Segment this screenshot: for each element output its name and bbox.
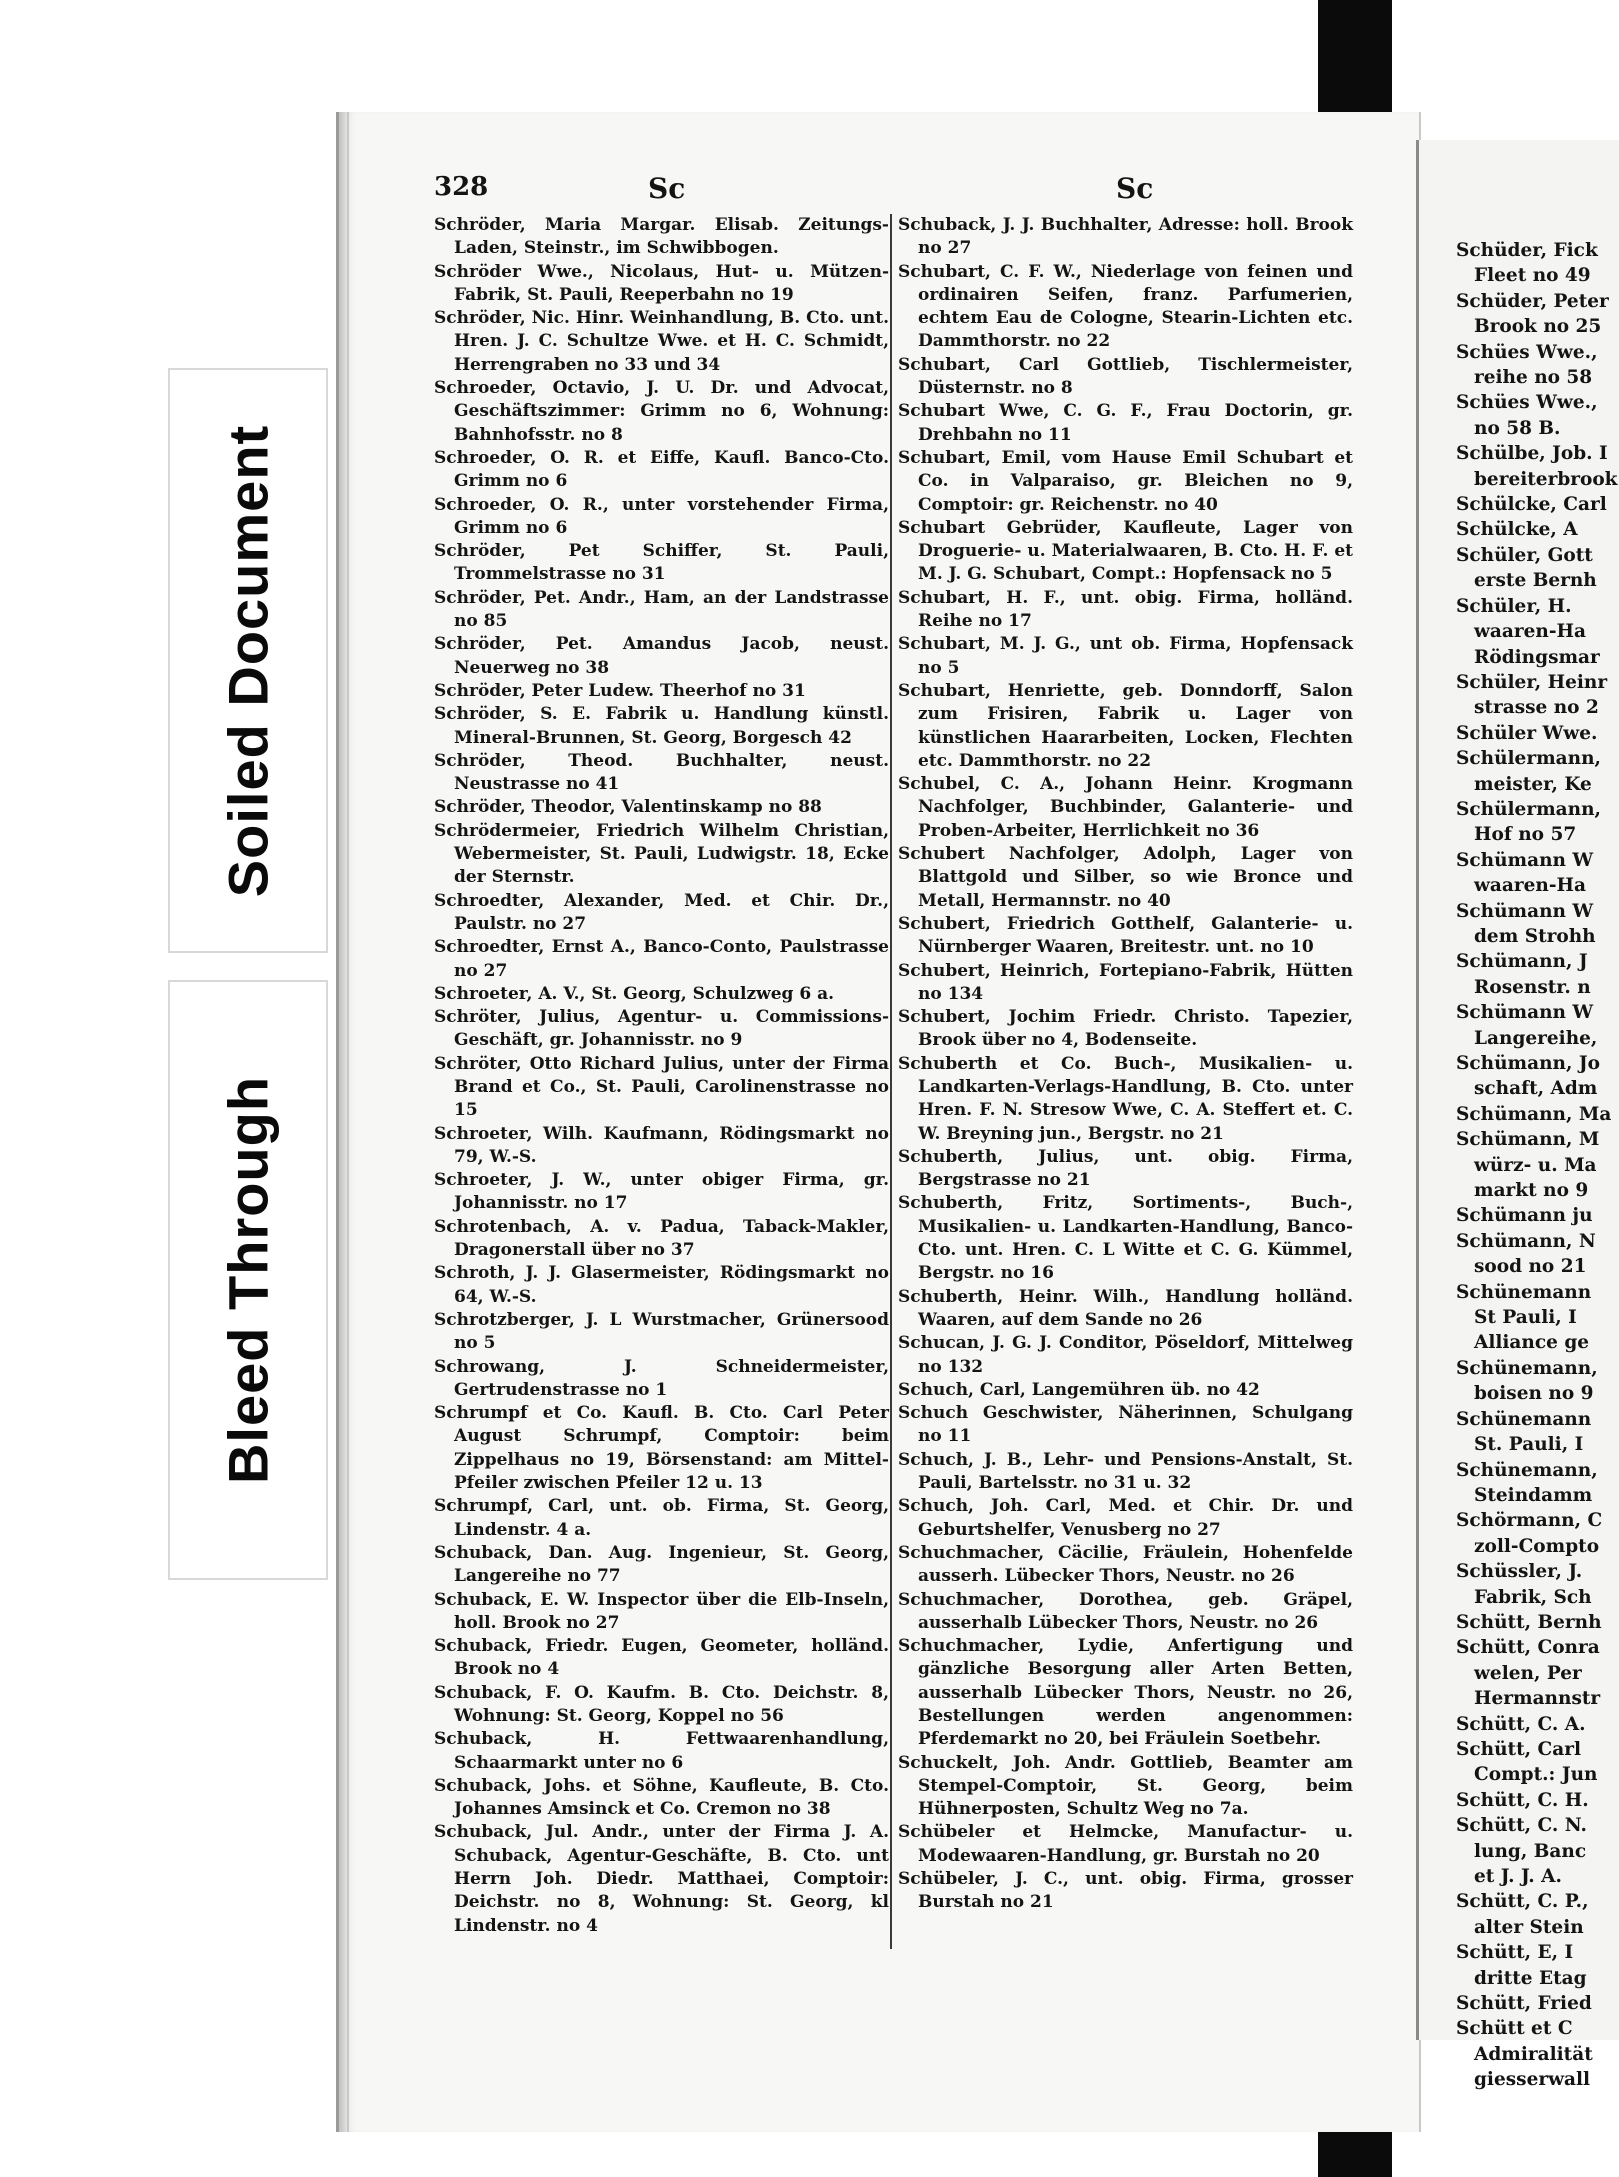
entry-fragment: Rödingsmar — [1474, 646, 1600, 668]
directory-entry: Schröder, Pet. Amandus Jacob, neust. Neuerweg no 38 — [434, 634, 889, 678]
entry-fragment: giesserwall — [1474, 2069, 1591, 2091]
directory-entry: Schubart Wwe, C. G. F., Frau Doctorin, gr. Drehbahn no 11 — [898, 401, 1353, 445]
directory-entry: Schubart, Carl Gottlieb, Tischlermeister, Düsternstr. no 8 — [898, 354, 1353, 399]
entry-fragment: Fabrik, Sch — [1474, 1586, 1592, 1608]
directory-entry: Schuberth, Julius, unt. obig. Firma, Bergstrasse no 21 — [898, 1146, 1353, 1191]
directory-entry: Schroeder, O. R. et Eiffe, Kaufl. Banco-Cto. Grimm no 6 — [434, 447, 889, 492]
directory-entry: Schröder, Maria Margar. Elisab. Zeitungs-Laden, Steinstr., im Schwibbogen. — [434, 215, 889, 259]
entry-fragment: Schümann, Ma — [1456, 1103, 1612, 1125]
entry-fragment: Schütt, Carl — [1456, 1738, 1581, 1760]
entry-fragment: Admiralität — [1474, 2043, 1593, 2065]
entry-fragment: Schütt, Bernh — [1456, 1611, 1602, 1633]
entry-fragment: Schütt, C. A. — [1456, 1713, 1586, 1735]
entry-fragment: Schüssler, J. — [1456, 1561, 1583, 1583]
bleed-through-text: Bleed Through — [216, 1075, 280, 1485]
entry-fragment: Schües Wwe., — [1456, 341, 1598, 363]
directory-entry: Schuberth, Fritz, Sortiments-, Buch-, Musikalien- u. Landkarten-Handlung, Banco-Cto. unt. Hren. C. L Witte et C. G. Kümmel, Bergstr. no 16 — [898, 1193, 1353, 1284]
directory-entry: Schuback, F. O. Kaufm. B. Cto. Deichstr. 8, Wohnung: St. Georg, Koppel no 56 — [434, 1682, 889, 1726]
entry-fragment: welen, Per — [1474, 1662, 1582, 1684]
entry-fragment: reihe no 58 — [1474, 367, 1593, 389]
entry-fragment: Schünemann, — [1456, 1459, 1598, 1481]
directory-entry: Schubert, Jochim Friedr. Christo. Tapezier, Brook über no 4, Bodenseite. — [898, 1007, 1353, 1051]
directory-entry: Schübeler, J. C., unt. obig. Firma, grosser Burstah no 21 — [898, 1869, 1353, 1913]
directory-entry: Schröter, Julius, Agentur- u. Commissions-Geschäft, gr. Johannisstr. no 9 — [434, 1007, 889, 1051]
entry-fragment: dem Strohh — [1474, 925, 1596, 947]
directory-entry: Schröder, Peter Ludew. Theerhof no 31 — [434, 680, 806, 701]
entry-fragment: Schörmann, C — [1456, 1510, 1603, 1532]
directory-entry: Schuchmacher, Lydie, Anfertigung und gänzliche Besorgung aller Arten Betten, ausserhalb Lübecker Thors, Neustr. no 26, Bestellungen werden angenommen: Pferdemarkt no 20, bei Fräulein Soetbehr. — [898, 1636, 1353, 1750]
entry-fragment: waaren-Ha — [1474, 875, 1587, 897]
directory-entry: Schuback, H. Fettwaarenhandlung, Schaarmarkt unter no 6 — [434, 1729, 889, 1773]
entry-fragment: bereiterbrook — [1474, 468, 1618, 490]
directory-column-right — [898, 214, 1353, 1954]
entry-fragment: Schütt, C. N. — [1456, 1815, 1587, 1837]
directory-entry: Schuch Geschwister, Näherinnen, Schulgang no 11 — [898, 1403, 1353, 1447]
directory-entry: Schuckelt, Joh. Andr. Gottlieb, Beamter am Stempel-Comptoir, St. Georg, beim Hühnerposten, Schultz Weg no 7a. — [898, 1752, 1353, 1820]
directory-entry: Schuback, E. W. Inspector über die Elb-Inseln, holl. Brook no 27 — [434, 1589, 889, 1633]
directory-entry: Schröter, Otto Richard Julius, unter der Firma Brand et Co., St. Pauli, Carolinenstrasse no 15 — [434, 1053, 889, 1121]
directory-entry: Schröder, Pet. Andr., Ham, an der Landstrasse no 85 — [434, 587, 889, 632]
directory-entry: Schuchmacher, Cäcilie, Fräulein, Hohenfelde ausserh. Lübecker Thors, Neustr. no 26 — [898, 1542, 1353, 1587]
entry-fragment: dritte Etag — [1474, 1967, 1587, 1989]
entry-fragment: Hof no 57 — [1474, 824, 1577, 846]
entry-fragment: Schüler, H. — [1456, 595, 1572, 617]
entry-fragment: Schütt, C. H. — [1456, 1789, 1589, 1811]
directory-entry: Schröder Wwe., Nicolaus, Hut- u. Mützen-Fabrik, St. Pauli, Reeperbahn no 19 — [434, 261, 889, 305]
entry-fragment: Schümann W — [1456, 849, 1594, 871]
directory-entry: Schröder, Theod. Buchhalter, neust. Neustrasse no 41 — [434, 750, 889, 795]
directory-entry: Schroeder, Octavio, J. U. Dr. und Advocat, Geschäftszimmer: Grimm no 6, Wohnung: Bahnhofsstr. no 8 — [434, 378, 889, 445]
entry-fragment: lung, Banc — [1474, 1840, 1587, 1862]
entry-fragment: Schümann, J — [1456, 951, 1588, 973]
entry-fragment: Schümann, N — [1456, 1230, 1596, 1252]
entry-fragment: Schütt, Fried — [1456, 1993, 1592, 2015]
entry-fragment: no 58 B. — [1474, 417, 1561, 439]
directory-entry: Schroedter, Alexander, Med. et Chir. Dr., Paulstr. no 27 — [434, 890, 889, 934]
directory-entry: Schroeder, O. R., unter vorstehender Firma, Grimm no 6 — [434, 494, 889, 538]
directory-entry: Schubart, C. F. W., Niederlage von feinen und ordinairen Seifen, franz. Parfumerien, echtem Eau de Cologne, Stearin-Lichten etc. Dammthorstr. no 22 — [898, 261, 1353, 352]
directory-entry: Schubert, Friedrich Gotthelf, Galanterie- u. Nürnberger Waaren, Breitestr. unt. no 10 — [898, 913, 1353, 958]
entry-fragment: Schümann W — [1456, 900, 1594, 922]
directory-entry: Schuback, Johs. et Söhne, Kaufleute, B. Cto. Johannes Amsinck et Co. Cremon no 38 — [434, 1775, 889, 1820]
directory-entry: Schroeter, J. W., unter obiger Firma, gr. Johannisstr. no 17 — [434, 1170, 889, 1214]
entry-fragment: Schüler, Gott — [1456, 544, 1593, 566]
entry-fragment: Schües Wwe., — [1456, 392, 1598, 414]
entry-fragment: Schünemann, — [1456, 1357, 1598, 1379]
directory-entry: Schröder, S. E. Fabrik u. Handlung künstl. Mineral-Brunnen, St. Georg, Borgesch 42 — [434, 704, 889, 748]
entry-fragment: Brook no 25 — [1474, 316, 1602, 338]
entry-fragment: boisen no 9 — [1474, 1383, 1594, 1405]
directory-entry: Schubart, Emil, vom Hause Emil Schubart et Co. in Valparaiso, gr. Bleichen no 9, Comptoir: gr. Reichenstr. no 40 — [898, 447, 1353, 515]
directory-entry: Schroeter, Wilh. Kaufmann, Rödingsmarkt no 79, W.-S. — [434, 1123, 889, 1167]
directory-entry: Schuchmacher, Dorothea, geb. Gräpel, ausserhalb Lübecker Thors, Neustr. no 26 — [898, 1589, 1353, 1633]
directory-entry: Schrowang, J. Schneidermeister, Gertrudenstrasse no 1 — [434, 1356, 889, 1400]
directory-entry: Schröder, Nic. Hinr. Weinhandlung, B. Cto. unt. Hren. J. C. Schultze Wwe. et H. C. Schmidt, Herrengraben no 33 und 34 — [434, 308, 889, 375]
running-head-right: Sc — [1116, 172, 1154, 205]
entry-fragment: Rosenstr. n — [1474, 976, 1591, 998]
bleed-through-label — [168, 980, 328, 1580]
entry-fragment: markt no 9 — [1474, 1180, 1589, 1202]
entry-fragment: Schümann, Jo — [1456, 1053, 1600, 1074]
directory-entry: Schröder, Theodor, Valentinskamp no 88 — [434, 797, 822, 818]
directory-entry: Schroeter, A. V., St. Georg, Schulzweg 6 a. — [434, 983, 835, 1004]
next-page-column-fragment — [1456, 238, 1618, 2091]
entry-fragment: Schüler Wwe. — [1456, 722, 1598, 744]
soiled-document-text: Soiled Document — [216, 424, 280, 897]
column-divider — [890, 214, 892, 1949]
entry-fragment: Schütt et C — [1456, 2018, 1573, 2040]
entry-fragment: Schütt, E, I — [1456, 1942, 1574, 1964]
entry-fragment: Schümann ju — [1456, 1205, 1593, 1227]
directory-entry: Schuback, Dan. Aug. Ingenieur, St. Georg, Langereihe no 77 — [434, 1542, 889, 1587]
entry-fragment: strasse no 2 — [1474, 697, 1599, 719]
directory-entry: Schrumpf et Co. Kaufl. B. Cto. Carl Peter August Schrumpf, Comptoir: beim Zippelhaus no 19, Börsenstand: am Mittel-Pfeiler zwischen Pfeiler 12 u. 13 — [434, 1403, 889, 1494]
entry-fragment: Fleet no 49 — [1474, 265, 1591, 287]
entry-fragment: St Pauli, I — [1474, 1307, 1577, 1329]
entry-fragment: Schülcke, A — [1456, 519, 1578, 541]
soiled-document-label — [168, 368, 328, 953]
entry-fragment: Langereihe, — [1474, 1027, 1598, 1049]
entry-fragment: alter Stein — [1474, 1916, 1584, 1938]
directory-entry: Schubel, C. A., Johann Heinr. Krogmann Nachfolger, Buchbinder, Galanterie- und Proben-Arbeiter, Herrlichkeit no 36 — [898, 774, 1353, 841]
directory-entry: Schrotenbach, A. v. Padua, Taback-Makler, Dragonerstall über no 37 — [434, 1216, 889, 1261]
directory-entry: Schuberth, Heinr. Wilh., Handlung holländ. Waaren, auf dem Sande no 26 — [898, 1286, 1353, 1330]
entry-fragment: sood no 21 — [1474, 1256, 1587, 1278]
directory-entry: Schuch, Joh. Carl, Med. et Chir. Dr. und Geburtshelfer, Venusberg no 27 — [898, 1496, 1353, 1540]
directory-entry: Schübeler et Helmcke, Manufactur- u. Modewaaren-Handlung, gr. Burstah no 20 — [898, 1822, 1353, 1866]
directory-entry: Schrotzberger, J. L Wurstmacher, Grünersood no 5 — [434, 1309, 889, 1354]
directory-entry: Schuch, Carl, Langemühren üb. no 42 — [898, 1379, 1260, 1400]
entry-fragment: würz- u. Ma — [1474, 1154, 1597, 1176]
entry-fragment: Steindamm — [1474, 1484, 1593, 1506]
directory-entry: Schuch, J. B., Lehr- und Pensions-Anstalt, St. Pauli, Bartelsstr. no 31 u. 32 — [898, 1449, 1353, 1494]
entry-fragment: Schülermann, — [1456, 748, 1601, 770]
directory-entry: Schroedter, Ernst A., Banco-Conto, Paulstrasse no 27 — [434, 937, 889, 981]
directory-entry: Schröder, Pet Schiffer, St. Pauli, Trommelstrasse no 31 — [434, 541, 889, 585]
entry-fragment: zoll-Compto — [1474, 1535, 1600, 1557]
directory-entry: Schubert Nachfolger, Adolph, Lager von Blattgold und Silber, so wie Bronce und Metall, Hermannstr. no 40 — [898, 844, 1353, 911]
directory-entry: Schuberth et Co. Buch-, Musikalien- u. Landkarten-Verlags-Handlung, B. Cto. unter Hren. F. N. Stresow Wwe, C. A. Steffert et. C. W. Breyning jun., Bergstr. no 21 — [898, 1053, 1353, 1144]
entry-fragment: waaren-Ha — [1474, 621, 1587, 643]
entry-fragment: erste Bernh — [1474, 570, 1597, 592]
entry-fragment: meister, Ke — [1474, 773, 1592, 795]
directory-entry: Schubart, H. F., unt. obig. Firma, holländ. Reihe no 17 — [898, 587, 1353, 632]
directory-entry: Schuback, Friedr. Eugen, Geometer, holländ. Brook no 4 — [434, 1636, 889, 1680]
entry-fragment: schaft, Adm — [1474, 1078, 1598, 1100]
entry-fragment: Schütt, Conra — [1456, 1637, 1600, 1659]
running-head-left: Sc — [648, 172, 686, 205]
entry-fragment: Schümann W — [1456, 1002, 1594, 1024]
entry-fragment: Schütt, C. P., — [1456, 1891, 1589, 1913]
entry-fragment: Schülermann, — [1456, 798, 1601, 820]
entry-fragment: Schünemann — [1456, 1408, 1592, 1430]
directory-entry: Schubert, Heinrich, Fortepiano-Fabrik, Hütten no 134 — [898, 960, 1353, 1004]
entry-fragment: Alliance ge — [1474, 1332, 1590, 1354]
directory-entry: Schrumpf, Carl, unt. ob. Firma, St. Georg, Lindenstr. 4 a. — [434, 1496, 889, 1540]
directory-entry: Schuback, J. J. Buchhalter, Adresse: holl. Brook no 27 — [898, 215, 1353, 259]
directory-entry: Schrödermeier, Friedrich Wilhelm Christian, Webermeister, St. Pauli, Ludwigstr. 18, Ecke der Sternstr. — [434, 820, 889, 888]
entry-fragment: Schülcke, Carl — [1456, 494, 1607, 516]
entry-fragment: Schülbe, Job. I — [1456, 443, 1608, 465]
entry-fragment: Compt.: Jun — [1474, 1764, 1598, 1786]
entry-fragment: et J. J. A. — [1474, 1866, 1562, 1887]
directory-entry: Schuback, Jul. Andr., unter der Firma J. A. Schuback, Agentur-Geschäfte, B. Cto. unt Herrn Joh. Diedr. Matthaei, Comptoir: Deichstr. no 8, Wohnung: St. Georg, kl Lindenstr. no 4 — [434, 1822, 889, 1936]
entry-fragment: Hermannstr — [1474, 1688, 1601, 1710]
entry-fragment: Schümann, M — [1456, 1129, 1600, 1151]
entry-fragment: Schüler, Heinr — [1456, 671, 1608, 693]
entry-fragment: Schüder, Peter — [1456, 290, 1609, 312]
directory-entry: Schubart, Henriette, geb. Donndorff, Salon zum Frisiren, Fabrik u. Lager von künstlichen Haararbeiten, Locken, Flechten etc. Dammthorstr. no 22 — [898, 680, 1353, 771]
directory-entry: Schubart, M. J. G., unt ob. Firma, Hopfensack no 5 — [898, 634, 1353, 678]
entry-fragment: Schüder, Fick — [1456, 240, 1598, 261]
directory-entry: Schubart Gebrüder, Kaufleute, Lager von Droguerie- u. Materialwaaren, B. Cto. H. F. et M. J. G. Schubart, Compt.: Hopfensack no 5 — [898, 517, 1353, 585]
directory-column-left — [434, 214, 889, 1954]
directory-entry: Schroth, J. J. Glasermeister, Rödingsmarkt no 64, W.-S. — [434, 1263, 889, 1307]
entry-fragment: Schünemann — [1456, 1281, 1592, 1303]
entry-fragment: St. Pauli, I — [1474, 1434, 1584, 1456]
directory-entry: Schucan, J. G. J. Conditor, Pöseldorf, Mittelweg no 132 — [898, 1333, 1353, 1377]
page-number: 328 — [434, 172, 489, 202]
